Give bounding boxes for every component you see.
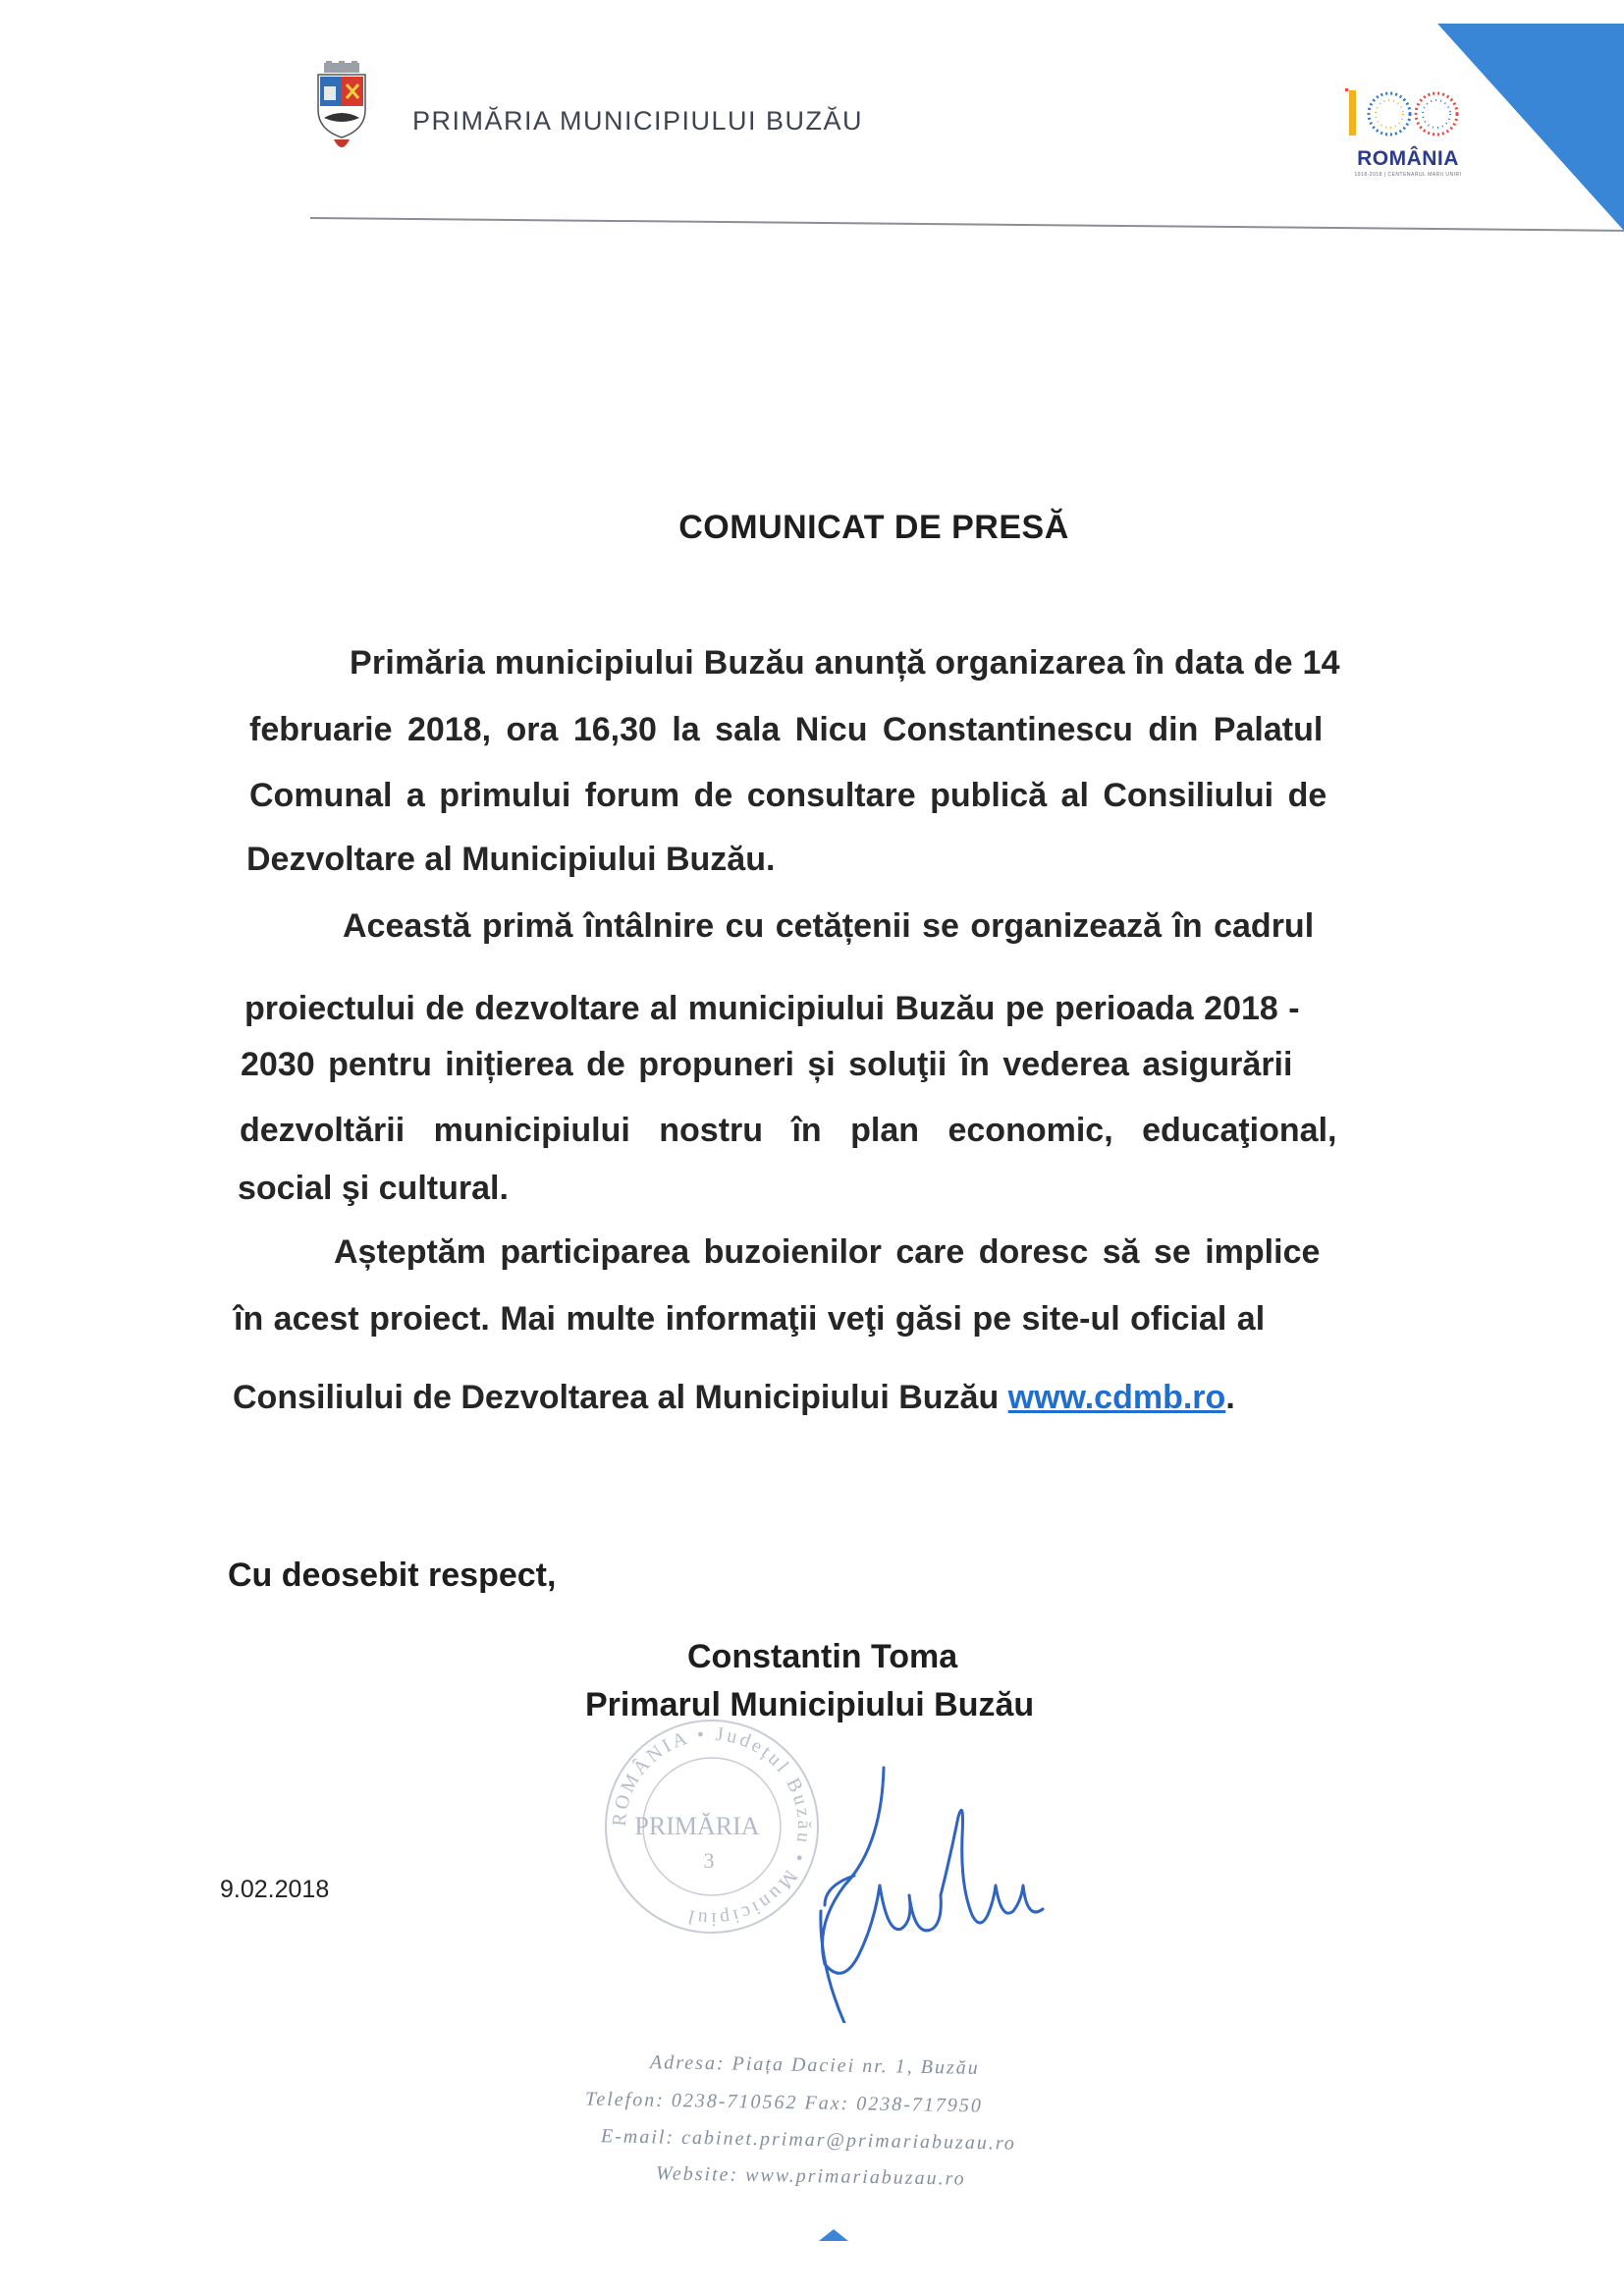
coat-of-arms-icon xyxy=(314,61,369,159)
document-title: COMUNICAT DE PRESĂ xyxy=(678,509,1069,546)
closing-salutation: Cu deosebit respect, xyxy=(228,1557,557,1594)
paragraph-line: dezvoltării municipiului nostru în plan economic, educaţional, xyxy=(240,1112,1337,1149)
paragraph-line-text: Consiliului de Dezvoltarea al Municipiului Buzău xyxy=(233,1379,1008,1416)
paragraph-line: Comunal a primului forum de consultare publică al Consiliului de xyxy=(249,777,1327,814)
paragraph-line: social şi cultural. xyxy=(238,1170,509,1207)
paragraph-line: în acest proiect. Mai multe informaţii veţi găsi pe site-ul oficial al xyxy=(234,1300,1266,1338)
link-trailing-period: . xyxy=(1225,1379,1235,1416)
centenary-logo-label: ROMÂNIA xyxy=(1357,147,1459,170)
paragraph-line: Dezvoltare al Municipiului Buzău. xyxy=(246,841,776,878)
header-organization-title: PRIMĂRIA MUNICIPIULUI BUZĂU xyxy=(412,106,864,136)
footer-triangle-icon xyxy=(817,2227,850,2243)
paragraph-line: februarie 2018, ora 16,30 la sala Nicu Constantinescu din Palatul xyxy=(249,711,1324,748)
paragraph-line: 2030 pentru inițierea de propuneri și soluţii în vederea asigurării xyxy=(241,1046,1293,1083)
footer-address: Adresa: Piața Daciei nr. 1, Buzău xyxy=(649,2051,980,2079)
handwritten-signature xyxy=(785,1728,1080,2023)
paragraph-line: Această primă întâlnire cu cetățenii se organizează în cadrul xyxy=(343,907,1315,945)
footer-website: Website: www.primariabuzau.ro xyxy=(655,2162,966,2190)
footer-phone-fax: Telefon: 0238-710562 Fax: 0238-717950 xyxy=(584,2088,984,2117)
signer-name: Constantin Toma xyxy=(687,1638,958,1675)
stamp-ring-text: ROMÂNIA • Județul Buzău • Municipiul xyxy=(608,1722,816,1931)
paragraph-line: Așteptăm participarea buzoienilor care doresc să se implice xyxy=(334,1233,1321,1271)
paragraph-line xyxy=(233,1375,1235,1421)
centenary-logo-subtitle: 1918-2018 | CENTENARUL MARII UNIRI xyxy=(1354,172,1462,178)
paragraph-line: proiectului de dezvoltare al municipiului Buzău pe perioada 2018 - xyxy=(244,990,1300,1027)
signer-title: Primarul Municipiului Buzău xyxy=(585,1686,1035,1723)
corner-triangle-decoration xyxy=(1428,0,1624,246)
stamp-center-text: PRIMĂRIA xyxy=(634,1812,760,1840)
stamp-number: 3 xyxy=(703,1848,715,1873)
document-date: 9.02.2018 xyxy=(220,1876,330,1903)
footer-email: E-mail: cabinet.primar@primariabuzau.ro xyxy=(600,2125,1017,2155)
paragraph-line: Primăria municipiului Buzău anunță organizarea în data de 14 xyxy=(350,644,1340,682)
cdmb-website-link[interactable]: www.cdmb.ro xyxy=(1007,1379,1226,1416)
